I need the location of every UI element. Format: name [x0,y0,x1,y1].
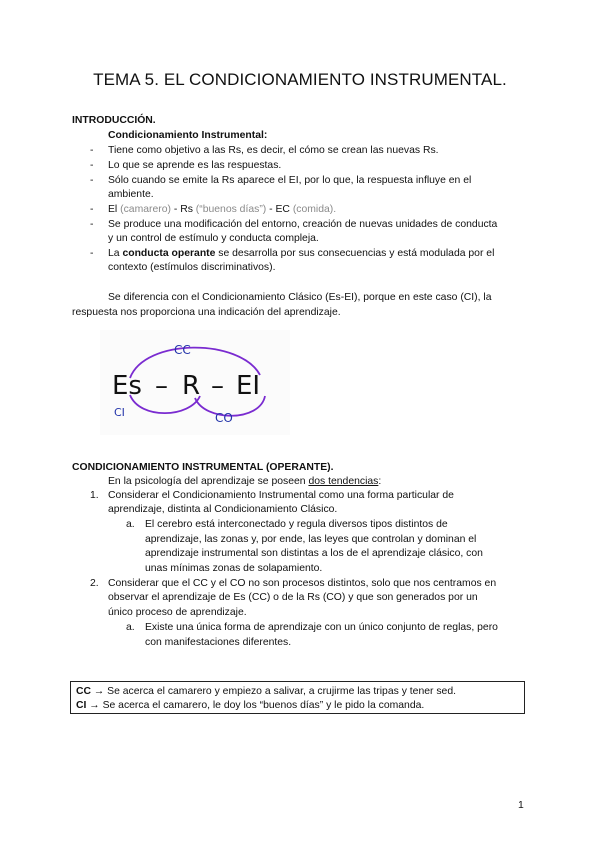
intro-bullet-6-text: se desarrolla por sus consecuencias y está modulada por el [218,248,495,259]
intro-bullet-5: Se produce una modificación del entorno, creación de nuevas unidades de conducta [108,219,498,230]
example-ci-text: → Se acerca el camarero, le doy los “buenos días” y le pido la comanda. [86,699,425,711]
example-cc-text: → Se acerca el camarero y empiezo a salivar, a crujirme las tripas y tener sed. [91,686,456,697]
example-ci-label: CI [76,699,87,711]
example-ci [76,699,519,713]
intro-bullet-3: Sólo cuando se emite la Rs aparece el EI, por lo que, la respuesta influye en el [108,175,472,186]
operante-intro-end: : [378,476,382,487]
intro-paragraph-line-1: Se diferencia con el Condicionamiento Clásico (Es-EI), porque en este caso (CI), la [108,292,492,303]
item-2-line-1: Considerar que el CC y el CO no son procesos distintos, solo que nos centramos en [108,578,497,589]
bullet-marker: - [90,160,94,171]
diagram-co: CO [215,411,233,425]
diagram-cc: CC [174,343,191,357]
item-2-number: 2. [90,578,99,589]
bullet-marker: - [90,248,94,259]
ei-rs: - Rs [173,204,193,215]
bullet-marker: - [90,175,94,186]
conditioning-diagram [100,330,290,435]
diagram-ci: CI [114,406,125,419]
examples-box [70,681,525,714]
page-title: TEMA 5. EL CONDICIONAMIENTO INSTRUMENTAL. [93,70,507,89]
diagram-svg [100,330,290,435]
item-2a-letter: a. [126,622,135,633]
intro-bullet-2: Lo que se aprende es las respuestas. [108,160,282,171]
intro-bullet-6 [108,247,494,262]
item-2a-line-1: Existe una única forma de aprendizaje con un único conjunto de reglas, pero [145,622,498,633]
ei-buenos-dias: (“buenos días”) [195,204,267,215]
bullet-marker: - [90,204,94,215]
dos-tendencias: dos tendencias [308,476,379,487]
intro-subheading: Condicionamiento Instrumental: [108,130,268,141]
item-1a-line-2: aprendizaje, las zonas y, por ende, las leyes que controlan y dominan el [145,534,477,545]
conducta-operante-bold: conducta operante [122,248,216,259]
intro-paragraph-line-2: respuesta nos proporciona una indicación del aprendizaje. [72,307,341,318]
bullet-marker: - [90,219,94,230]
example-cc-label: CC [76,686,92,697]
intro-bullet-4 [108,203,336,218]
intro-heading: INTRODUCCIÓN. [72,115,156,126]
ei-ec: - EC [269,204,290,215]
item-1a-line-1: El cerebro está interconectado y regula diversos tipos distintos de [145,519,448,530]
intro-bullet-6-cont: contexto (estímulos discriminativos). [108,262,276,273]
diagram-ei: EI [236,371,261,401]
item-1a-line-4: unas mínimas zonas de solapamiento. [145,563,323,574]
item-1-line-1: Considerar el Condicionamiento Instrumental como una forma particular de [108,490,454,501]
page-number: 1 [518,800,524,811]
diagram-dash-2: – [211,371,224,401]
item-1-line-2: aprendizaje, distinta al Condicionamiento Clásico. [108,504,338,515]
ei-comida: (comida). [292,204,337,215]
item-2a-line-2: con manifestaciones diferentes. [145,637,292,648]
bullet-marker: - [90,145,94,156]
la-text: La [108,248,120,259]
operante-intro-text: En la psicología del aprendizaje se poseen [108,476,306,487]
ei-el: El [108,204,118,215]
item-2-line-3: único proceso de aprendizaje. [108,607,247,618]
item-1-number: 1. [90,490,99,501]
ei-camarero: (camarero) [120,204,171,215]
diagram-dash-1: – [155,371,168,401]
operante-intro [108,475,381,490]
intro-bullet-3-cont: ambiente. [108,189,154,200]
item-1a-line-3: aprendizaje instrumental son distintas a los de el aprendizaje clásico, con [145,548,483,559]
intro-bullet-5-cont: y un control de estímulo y conducta compleja. [108,233,319,244]
diagram-es: Es [112,371,142,401]
operante-heading: CONDICIONAMIENTO INSTRUMENTAL (OPERANTE). [72,462,334,473]
example-cc [76,685,519,699]
item-2-line-2: observar el aprendizaje de Es (CC) o de la Rs (CO) y que son generados por un [108,592,478,603]
item-1a-letter: a. [126,519,135,530]
diagram-r: R [182,371,201,401]
intro-bullet-1: Tiene como objetivo a las Rs, es decir, el cómo se crean las nuevas Rs. [108,145,439,156]
